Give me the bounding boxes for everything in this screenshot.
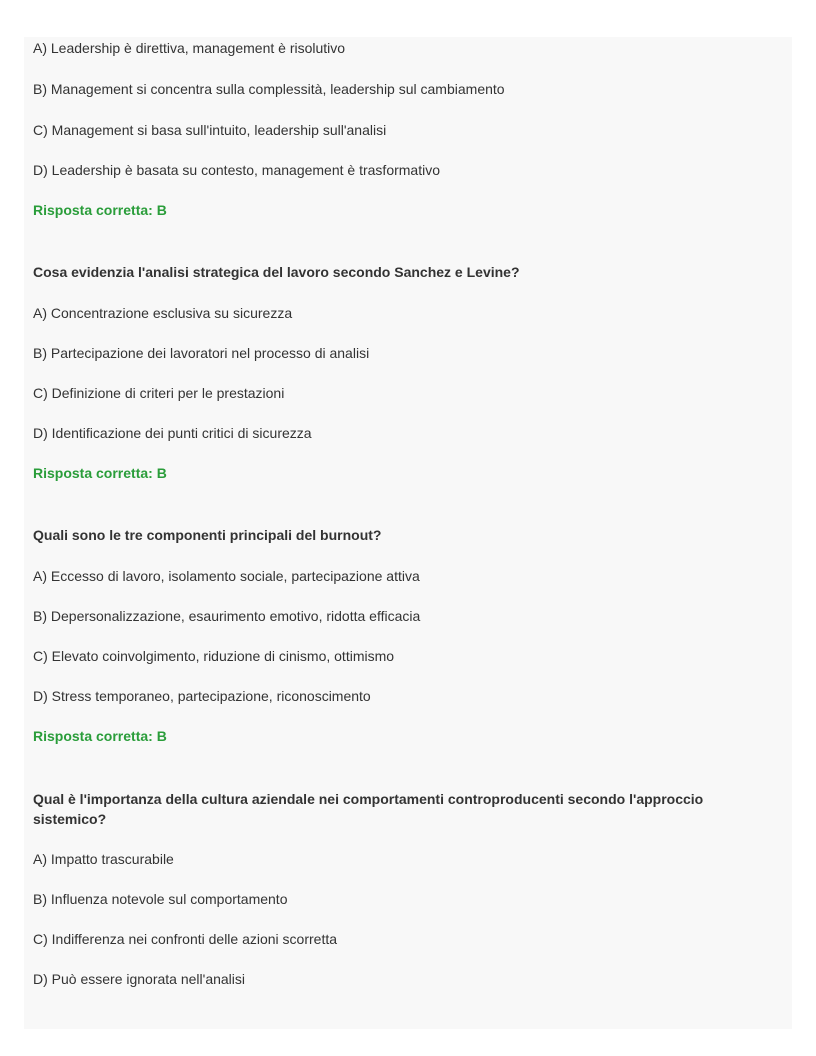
question-title: Quali sono le tre componenti principali del burnout? bbox=[33, 527, 382, 543]
option-d: D) Leadership è basata su contesto, management è trasformativo bbox=[33, 162, 440, 178]
option-b: B) Depersonalizzazione, esaurimento emotivo, ridotta efficacia bbox=[33, 608, 421, 624]
option-a: A) Eccesso di lavoro, isolamento sociale, partecipazione attiva bbox=[33, 568, 420, 584]
correct-answer: Risposta corretta: B bbox=[33, 728, 167, 744]
option-c: C) Management si basa sull'intuito, leadership sull'analisi bbox=[33, 122, 387, 138]
option-d: D) Stress temporaneo, partecipazione, riconoscimento bbox=[33, 688, 371, 704]
option-a: A) Impatto trascurabile bbox=[33, 851, 174, 867]
option-d: D) Può essere ignorata nell'analisi bbox=[33, 971, 246, 987]
option-b: B) Influenza notevole sul comportamento bbox=[33, 891, 288, 907]
option-b: B) Partecipazione dei lavoratori nel processo di analisi bbox=[33, 345, 370, 361]
option-c: C) Definizione di criteri per le prestazioni bbox=[33, 385, 285, 401]
question-title: Cosa evidenzia l'analisi strategica del lavoro secondo Sanchez e Levine? bbox=[33, 264, 520, 280]
option-b: B) Management si concentra sulla complessità, leadership sul cambiamento bbox=[33, 81, 505, 97]
option-c: C) Indifferenza nei confronti delle azioni scorretta bbox=[33, 931, 338, 947]
correct-answer: Risposta corretta: B bbox=[33, 465, 167, 481]
option-a: A) Leadership è direttiva, management è risolutivo bbox=[33, 40, 346, 56]
option-a: A) Concentrazione esclusiva su sicurezza bbox=[33, 305, 293, 321]
question-title: Qual è l'importanza della cultura aziendale nei comportamenti controproducenti secondo l'approccio sistemico? bbox=[33, 791, 704, 827]
correct-answer: Risposta corretta: B bbox=[33, 202, 167, 218]
option-c: C) Elevato coinvolgimento, riduzione di cinismo, ottimismo bbox=[33, 648, 395, 664]
option-d: D) Identificazione dei punti critici di sicurezza bbox=[33, 425, 312, 441]
